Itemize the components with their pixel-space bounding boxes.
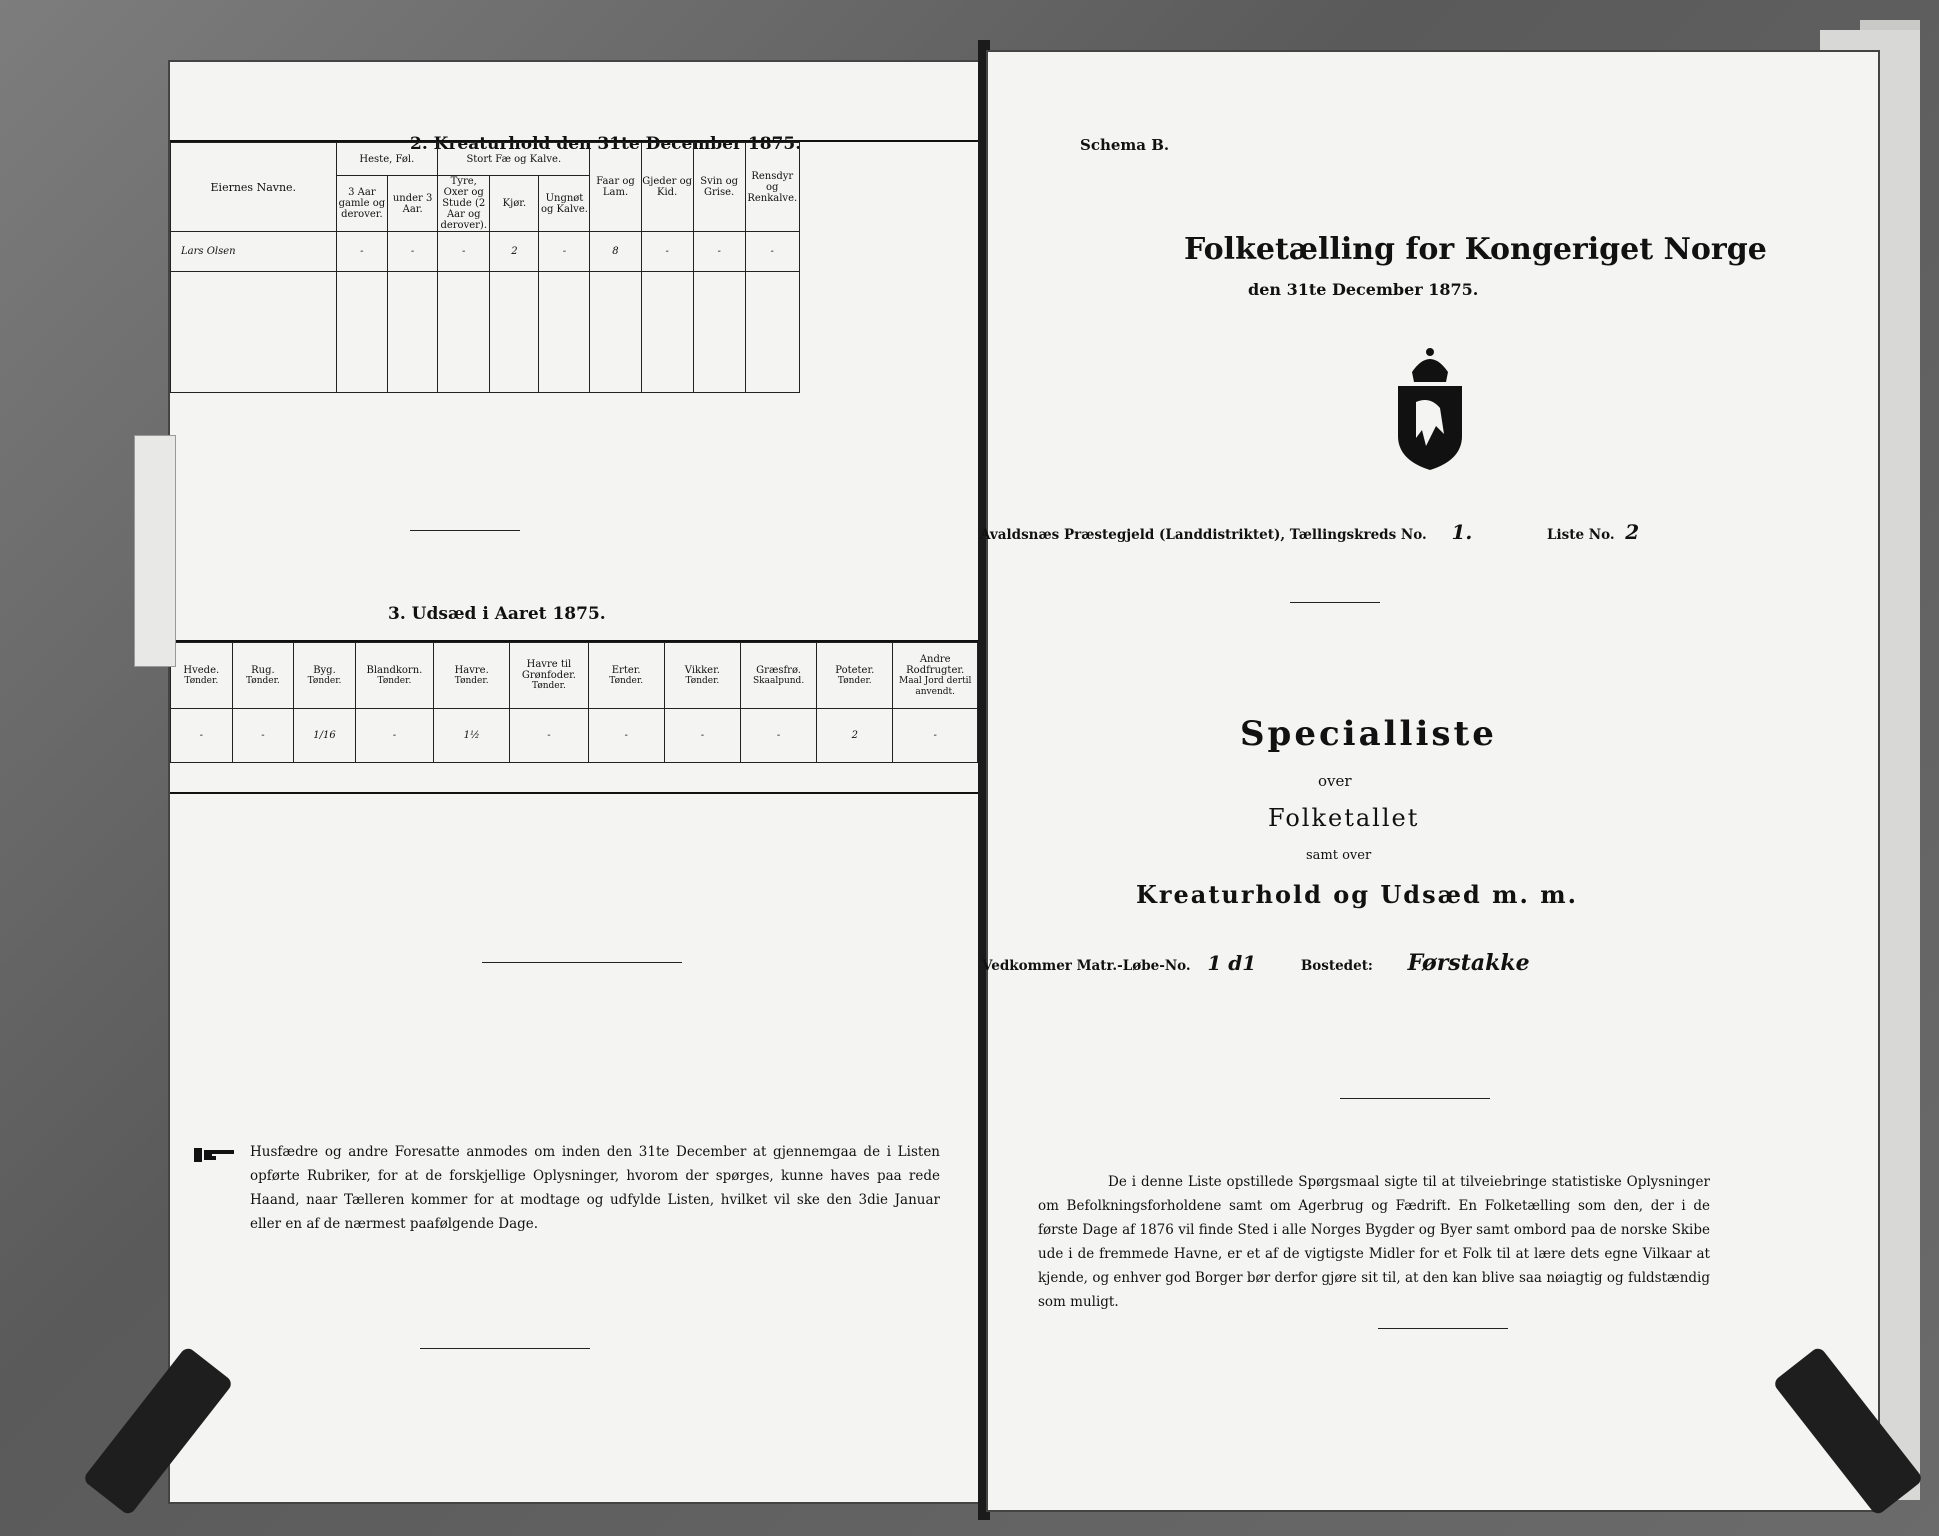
seed-value: -	[232, 709, 294, 763]
notice-text: Husfædre og andre Foresatte anmodes om inden den 31te December at gjennemgaa de i Listen opførte Rubriker, for at de forskjellige Oplysninger, hvorom der spørges, kunne haves paa rede Haand, naar Tælleren kommer for at modtage og udfylde Listen, hvilket vil ske den 3die Januar eller en af de nærmest paafølgende Dage.	[250, 1144, 940, 1232]
seed-table	[170, 642, 978, 763]
table-row	[171, 232, 800, 272]
divider	[1340, 1098, 1490, 1099]
seed-header: Græsfrø. Skaalpund.	[740, 643, 816, 709]
schema-label: Schema B.	[1080, 136, 1170, 154]
pointing-hand-icon	[194, 1142, 236, 1166]
rule	[170, 792, 978, 794]
norway-coat-of-arms-icon	[1390, 342, 1470, 472]
value-cell: -	[336, 232, 388, 272]
seed-value: -	[664, 709, 740, 763]
pasted-strip	[134, 435, 176, 667]
explanation-paragraph: De i denne Liste opstillede Spørgsmaal sigte til at tilveiebringe statistiske Oplysninger om Befolkningsforholdene samt om Agerbrug og Fædrift. En Folketælling som den, der i de første Dage af 1876 vil finde Sted i alle Norges Bygder og Byer samt ombord paa de norske Skibe ude i de fremmede Havne, er et af de vigtigste Midler for et Folk til at lære dets egne Vilkaar at kjende, og enhver god Borger bør derfor gjøre sit til, at den kan blive saa nøiagtig og fuldstændig som muligt.	[1038, 1174, 1710, 1310]
left-page	[170, 62, 978, 1502]
matr-line: Vedkommer Matr.-Løbe-No. 1 d1 Bostedet: Førstakke	[982, 950, 1530, 976]
value-cell: -	[693, 232, 745, 272]
document-title: Folketælling for Kongeriget Norge	[1184, 232, 1767, 267]
value-cell: 2	[490, 232, 539, 272]
divider	[482, 962, 682, 963]
matr-number: 1 d1	[1207, 951, 1257, 975]
horses-old-header: 3 Aar gamle og derover.	[336, 176, 388, 232]
seed-header: Havre til Grønfoder. Tønder.	[510, 643, 588, 709]
value-cell: -	[438, 232, 490, 272]
folketallet-heading: Folketallet	[1268, 804, 1420, 832]
census-date: den 31te December 1875.	[1248, 280, 1479, 299]
seed-header: Havre. Tønder.	[434, 643, 510, 709]
divider	[1378, 1328, 1508, 1329]
seed-value: -	[740, 709, 816, 763]
divider	[410, 530, 520, 531]
value-cell: 8	[590, 232, 641, 272]
seed-header: Blandkorn. Tønder.	[355, 643, 433, 709]
value-cell: -	[539, 232, 590, 272]
table-row	[171, 709, 978, 763]
bulls-header: Tyre, Oxer og Stude (2 Aar og derover).	[438, 176, 490, 232]
over-label: over	[1318, 772, 1352, 790]
goats-header: Gjeder og Kid.	[641, 143, 693, 232]
horses-header: Heste, Føl.	[336, 143, 438, 176]
cows-header: Kjør.	[490, 176, 539, 232]
district-number: 1.	[1451, 520, 1473, 544]
value-cell: -	[388, 232, 438, 272]
sheep-header: Faar og Lam.	[590, 143, 641, 232]
seed-header: Hvede. Tønder.	[171, 643, 233, 709]
seed-value: -	[355, 709, 433, 763]
kreaturhold-heading: Kreaturhold og Udsæd m. m.	[1136, 880, 1578, 909]
seed-value: -	[893, 709, 978, 763]
livestock-table	[170, 142, 800, 393]
young-cattle-header: Ungnøt og Kalve.	[539, 176, 590, 232]
divider	[420, 1348, 590, 1349]
list-number: 2	[1625, 520, 1640, 544]
seed-value: -	[510, 709, 588, 763]
specialliste-heading: Specialliste	[1240, 714, 1497, 754]
seed-header: Poteter. Tønder.	[817, 643, 893, 709]
seed-header: Rug. Tønder.	[232, 643, 294, 709]
seed-header: Erter. Tønder.	[588, 643, 664, 709]
owner-header: Eiernes Navne.	[171, 143, 337, 232]
bosted-value: Førstakke	[1407, 950, 1530, 976]
section3-title: 3. Udsæd i Aaret 1875.	[388, 604, 606, 624]
seed-header: Byg. Tønder.	[294, 643, 356, 709]
district-line: Avaldsnæs Præstegjeld (Landdistriktet), Tællingskreds No. 1. Liste No. 2	[980, 520, 1640, 544]
section2-title: 2. Kreaturhold den 31te December 1875.	[410, 134, 802, 154]
seed-value: 1½	[434, 709, 510, 763]
owner-name: Lars Olsen	[171, 232, 337, 272]
reindeer-header: Rensdyr og Renkalve.	[745, 143, 800, 232]
value-cell: -	[641, 232, 693, 272]
right-page	[980, 52, 1878, 1510]
seed-header: Andre Rodfrugter. Maal Jord dertil anvendt.	[893, 643, 978, 709]
pigs-header: Svin og Grise.	[693, 143, 745, 232]
seed-header: Vikker. Tønder.	[664, 643, 740, 709]
divider	[1290, 602, 1380, 603]
horses-young-header: under 3 Aar.	[388, 176, 438, 232]
value-cell: -	[745, 232, 800, 272]
seed-value: 1/16	[294, 709, 356, 763]
seed-value: -	[171, 709, 233, 763]
seed-value: 2	[817, 709, 893, 763]
cattle-header: Stort Fæ og Kalve.	[438, 143, 590, 176]
seed-value: -	[588, 709, 664, 763]
samt-over-label: samt over	[1306, 848, 1372, 863]
